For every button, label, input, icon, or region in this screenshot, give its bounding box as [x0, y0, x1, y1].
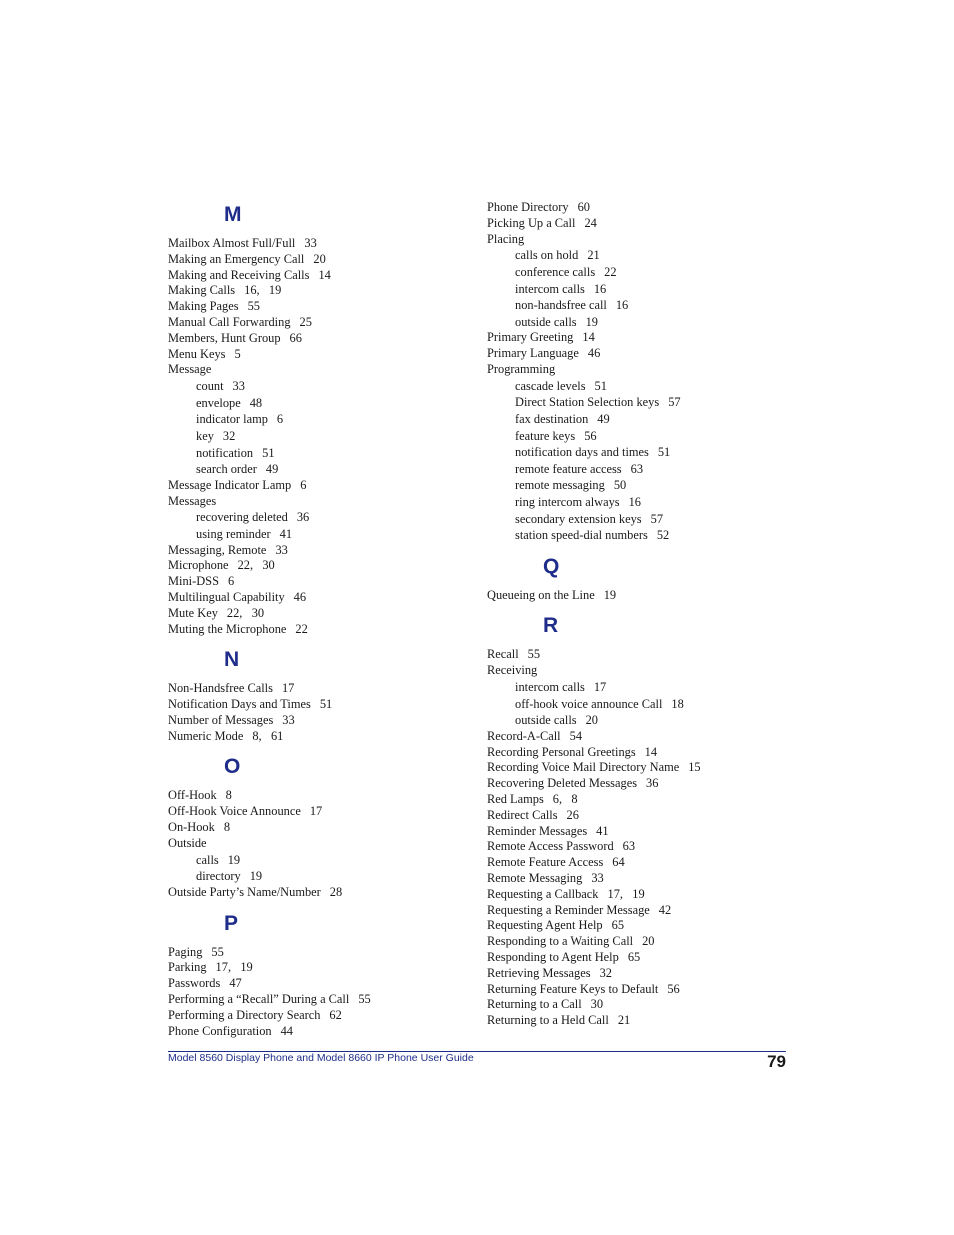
index-entry [487, 950, 787, 966]
index-entry [168, 494, 468, 510]
entry-pages: 17, 19 [607, 886, 645, 901]
entry-term: directory [196, 869, 241, 884]
entry-term: Responding to Agent Help [487, 950, 619, 965]
entry-term: key [196, 428, 214, 443]
index-subentry [487, 247, 787, 264]
entry-pages: 8 [225, 788, 232, 803]
entry-pages: 56 [584, 428, 597, 443]
index-subentry [487, 444, 787, 461]
entry-term: Mute Key [168, 605, 218, 620]
entry-pages: 55 [211, 944, 224, 959]
entry-term: Message [168, 362, 212, 377]
entry-term: Manual Call Forwarding [168, 314, 291, 329]
entry-term: Making Pages [168, 299, 239, 314]
index-subentry [487, 394, 787, 411]
index-entry [487, 808, 787, 824]
entry-term: intercom calls [515, 680, 585, 695]
entry-pages: 33 [591, 871, 604, 886]
entry-term: Phone Directory [487, 200, 569, 214]
entry-pages: 14 [582, 330, 595, 345]
entry-pages: 65 [627, 950, 641, 965]
index-entry [487, 216, 787, 232]
entry-term: Making Calls [168, 283, 236, 298]
index-subentry [487, 712, 787, 729]
entry-pages: 51 [657, 445, 671, 460]
entry-pages: 18 [671, 696, 684, 711]
section-letter-p: P [224, 911, 239, 935]
entry-term: Retrieving Messages [487, 965, 591, 980]
index-subentry [487, 527, 787, 544]
entry-term: Queueing on the Line [487, 587, 595, 602]
entry-pages: 22 [604, 264, 617, 279]
entry-pages: 6 [227, 574, 235, 589]
entry-term: Primary Language [487, 346, 579, 361]
entry-pages: 33 [282, 712, 295, 727]
index-entry [168, 788, 468, 804]
entry-pages: 26 [566, 807, 579, 822]
index-subentry [168, 868, 468, 885]
index-subentry [168, 445, 468, 462]
index-entry [168, 347, 468, 363]
index-entry [487, 887, 787, 903]
entry-pages: 63 [622, 839, 636, 854]
entry-term: Phone Configuration [168, 1023, 272, 1038]
index-entry [168, 236, 468, 252]
index-entry [168, 697, 468, 713]
entry-pages: 28 [329, 884, 343, 899]
entry-pages: 25 [299, 314, 312, 329]
index-entry [168, 268, 468, 284]
entry-term: indicator lamp [196, 412, 268, 427]
entry-term: Responding to a Waiting Call [487, 934, 634, 949]
entry-term: Non-Handsfree Calls [168, 681, 273, 696]
entry-pages: 57 [668, 395, 681, 410]
entry-pages: 6 [276, 412, 284, 427]
entry-pages: 21 [587, 248, 600, 263]
entry-term: Returning to a Held Call [487, 1013, 609, 1028]
entry-term: fax destination [515, 411, 589, 426]
entry-pages: 20 [642, 934, 655, 949]
index-entry [168, 820, 468, 836]
entry-term: Remote Feature Access [487, 855, 604, 870]
entry-term: Recording Personal Greetings [487, 744, 636, 759]
entry-term: Requesting a Reminder Message [487, 902, 650, 917]
entry-pages: 50 [613, 478, 627, 493]
entry-term: Requesting a Callback [487, 886, 599, 901]
entry-term: Passwords [168, 976, 221, 991]
entry-term: Picking Up a Call [487, 215, 576, 230]
index-entry [168, 331, 468, 347]
index-subentry [487, 428, 787, 445]
index-entry [487, 330, 787, 346]
section-letter-r: R [543, 614, 559, 638]
entry-term: Messages [168, 493, 217, 508]
index-subentry [487, 461, 787, 478]
entry-term: search order [196, 462, 257, 477]
entry-term: station speed-dial numbers [515, 528, 648, 543]
entry-pages: 51 [594, 378, 607, 393]
index-entry [168, 590, 468, 606]
entry-term: Off-Hook Voice Announce [168, 804, 301, 819]
entry-pages: 32 [599, 965, 612, 980]
entry-term: Number of Messages [168, 712, 274, 727]
entry-term: Outside [168, 835, 207, 850]
entry-term: Paging [168, 944, 203, 959]
index-entry [168, 945, 468, 961]
entry-pages: 22, 30 [226, 605, 265, 620]
entry-pages: 20 [313, 251, 326, 266]
entry-pages: 16, 19 [244, 283, 282, 298]
entry-pages: 16 [628, 494, 641, 509]
entry-pages: 15 [688, 760, 701, 775]
index-entry [168, 976, 468, 992]
index-entry [487, 776, 787, 792]
entry-term: Red Lamps [487, 792, 544, 807]
entry-pages: 49 [597, 411, 610, 426]
entry-term: intercom calls [515, 281, 585, 296]
entry-pages: 16 [593, 281, 607, 296]
entry-pages: 17 [281, 681, 295, 696]
entry-term: remote messaging [515, 478, 605, 493]
index-subentry [487, 264, 787, 281]
entry-term: recovering deleted [196, 510, 288, 525]
index-subentry [487, 679, 787, 696]
entry-term: feature keys [515, 428, 576, 443]
index-column-left [168, 200, 468, 1039]
section-letter-o: O [224, 755, 241, 779]
entry-term: Redirect Calls [487, 807, 558, 822]
entry-pages: 41 [596, 823, 609, 838]
index-entry [168, 1024, 468, 1040]
index-entry [168, 574, 468, 590]
entry-term: Message Indicator Lamp [168, 477, 292, 492]
index-subentry [168, 395, 468, 412]
entry-term: Remote Messaging [487, 871, 583, 886]
entry-term: count [196, 379, 224, 394]
page-number: 79 [767, 1052, 786, 1071]
entry-pages: 33 [232, 379, 245, 394]
entry-term: outside calls [515, 713, 577, 728]
index-subentry [168, 526, 468, 543]
index-entry [168, 558, 468, 574]
entry-term: Off-Hook [168, 788, 217, 803]
entry-pages: 16 [615, 298, 629, 313]
index-subentry [487, 696, 787, 713]
index-entry [487, 966, 787, 982]
entry-term: off-hook voice announce Call [515, 696, 663, 711]
entry-pages: 32 [222, 428, 236, 443]
index-entry [168, 283, 468, 299]
index-subentry [487, 494, 787, 511]
entry-pages: 66 [289, 330, 302, 345]
entry-pages: 55 [527, 647, 541, 662]
entry-pages: 19 [603, 587, 617, 602]
index-entry [487, 934, 787, 950]
entry-pages: 24 [584, 215, 597, 230]
index-entry [168, 543, 468, 559]
index-subentry [487, 511, 787, 528]
entry-term: Numeric Mode [168, 728, 244, 743]
entry-pages: 19 [249, 869, 263, 884]
index-entry [168, 836, 468, 852]
entry-term: using reminder [196, 526, 271, 541]
index-entry [487, 918, 787, 934]
entry-pages: 48 [249, 395, 263, 410]
index-entry [168, 885, 468, 901]
index-entry [168, 478, 468, 494]
entry-pages: 46 [587, 346, 601, 361]
index-subentry [168, 411, 468, 428]
index-entry [487, 792, 787, 808]
entry-pages: 41 [279, 526, 293, 541]
index-entry [487, 824, 787, 840]
entry-pages: 56 [667, 981, 680, 996]
index-entry [168, 252, 468, 268]
entry-term: Receiving [487, 663, 538, 678]
index-entry [487, 346, 787, 362]
entry-term: Making and Receiving Calls [168, 267, 310, 282]
entry-term: conference calls [515, 264, 596, 279]
index-entry [487, 588, 787, 604]
entry-pages: 19 [585, 314, 598, 329]
entry-term: On-Hook [168, 820, 215, 835]
entry-pages: 51 [319, 697, 333, 712]
entry-pages: 14 [318, 267, 331, 282]
index-entry [168, 992, 468, 1008]
index-subentry [487, 297, 787, 314]
entry-term: calls [196, 852, 219, 867]
entry-pages: 49 [265, 462, 279, 477]
index-subentry [168, 852, 468, 869]
entry-pages: 42 [658, 902, 672, 917]
index-entry [168, 960, 468, 976]
entry-pages: 5 [234, 346, 241, 361]
index-entry [487, 647, 787, 663]
index-entry [487, 232, 787, 248]
entry-term: Reminder Messages [487, 823, 588, 838]
index-entry [168, 362, 468, 378]
index-column-right [487, 200, 787, 1029]
index-subentry [168, 428, 468, 445]
entry-term: Recovering Deleted Messages [487, 776, 638, 791]
entry-term: Muting the Microphone [168, 621, 287, 636]
entry-term: Mailbox Almost Full/Full [168, 236, 296, 250]
entry-pages: 36 [296, 510, 310, 525]
index-entry [168, 713, 468, 729]
entry-term: Microphone [168, 558, 229, 573]
index-subentry [487, 477, 787, 494]
entry-pages: 64 [612, 855, 625, 870]
entry-pages: 14 [644, 744, 658, 759]
entry-term: Mini-DSS [168, 574, 219, 589]
index-subentry [168, 509, 468, 526]
index-entry [168, 1008, 468, 1024]
index-entry [487, 745, 787, 761]
entry-pages: 19 [227, 852, 241, 867]
entry-pages: 17 [309, 804, 323, 819]
index-entry [487, 1013, 787, 1029]
entry-pages: 6 [300, 477, 307, 492]
entry-term: Primary Greeting [487, 330, 574, 345]
entry-term: calls on hold [515, 248, 579, 263]
index-entry [487, 200, 787, 216]
index-entry [487, 903, 787, 919]
entry-pages: 22, 30 [237, 558, 275, 573]
index-entry [487, 871, 787, 887]
index-entry [487, 855, 787, 871]
entry-pages: 17 [593, 680, 607, 695]
section-letter-m: M [224, 203, 242, 226]
entry-term: secondary extension keys [515, 511, 642, 526]
entry-pages: 55 [247, 299, 260, 314]
index-entry [168, 299, 468, 315]
entry-pages: 30 [590, 997, 604, 1012]
entry-pages: 21 [617, 1013, 631, 1028]
entry-pages: 62 [329, 1007, 342, 1022]
entry-pages: 44 [280, 1023, 293, 1038]
entry-pages: 33 [304, 236, 317, 250]
index-subentry [487, 378, 787, 395]
entry-term: Members, Hunt Group [168, 330, 281, 345]
entry-term: notification days and times [515, 445, 649, 460]
entry-pages: 17, 19 [215, 960, 253, 975]
entry-pages: 8, 61 [252, 728, 284, 743]
entry-term: envelope [196, 395, 241, 410]
entry-term: cascade levels [515, 378, 586, 393]
entry-term: Making an Emergency Call [168, 251, 305, 266]
entry-pages: 57 [650, 511, 664, 526]
entry-pages: 60 [577, 200, 590, 214]
entry-pages: 8 [223, 820, 231, 835]
entry-pages: 36 [646, 776, 659, 791]
entry-term: notification [196, 445, 254, 460]
entry-pages: 20 [585, 713, 598, 728]
index-entry [487, 982, 787, 998]
index-subentry [487, 281, 787, 298]
section-letter-q: Q [543, 554, 560, 578]
entry-term: Returning to a Call [487, 997, 582, 1012]
entry-term: Performing a Directory Search [168, 1007, 321, 1022]
entry-term: Direct Station Selection keys [515, 395, 660, 410]
index-subentry [487, 411, 787, 428]
entry-pages: 46 [293, 589, 307, 604]
entry-term: Outside Party’s Name/Number [168, 884, 321, 899]
index-entry [168, 315, 468, 331]
index-subentry [168, 461, 468, 478]
entry-term: Multilingual Capability [168, 589, 285, 604]
entry-pages: 33 [275, 542, 288, 557]
entry-pages: 51 [262, 445, 275, 460]
entry-pages: 47 [229, 976, 242, 991]
index-subentry [487, 314, 787, 331]
index-entry [168, 622, 468, 638]
entry-term: remote feature access [515, 461, 622, 476]
entry-pages: 65 [611, 918, 625, 933]
entry-term: Recording Voice Mail Directory Name [487, 760, 680, 775]
entry-term: Programming [487, 361, 556, 376]
entry-pages: 55 [358, 992, 371, 1007]
index-entry [168, 804, 468, 820]
index-entry [487, 729, 787, 745]
index-entry [487, 760, 787, 776]
index-entry [487, 839, 787, 855]
entry-term: Remote Access Password [487, 839, 614, 854]
entry-pages: 22 [295, 621, 308, 636]
entry-pages: 54 [569, 728, 583, 743]
entry-term: Recall [487, 647, 519, 662]
index-subentry [168, 378, 468, 395]
entry-term: Placing [487, 231, 525, 246]
entry-pages: 6, 8 [552, 792, 578, 807]
entry-pages: 52 [656, 528, 670, 543]
footer-title: Model 8560 Display Phone and Model 8660 IP Phone User Guide [168, 1052, 474, 1064]
entry-term: non-handsfree call [515, 298, 607, 313]
entry-term: outside calls [515, 314, 577, 329]
index-entry [168, 681, 468, 697]
index-entry [487, 663, 787, 679]
entry-term: Parking [168, 960, 207, 975]
index-entry [487, 362, 787, 378]
entry-term: Performing a “Recall” During a Call [168, 992, 350, 1007]
entry-term: Returning Feature Keys to Default [487, 981, 659, 996]
entry-term: ring intercom always [515, 494, 620, 509]
index-entry [168, 729, 468, 745]
index-entry [487, 997, 787, 1013]
entry-term: Record-A-Call [487, 728, 561, 743]
section-letter-n: N [224, 648, 240, 672]
index-entry [168, 606, 468, 622]
entry-term: Menu Keys [168, 346, 226, 361]
entry-term: Requesting Agent Help [487, 918, 603, 933]
entry-pages: 63 [630, 461, 644, 476]
entry-term: Notification Days and Times [168, 697, 311, 712]
entry-term: Messaging, Remote [168, 542, 267, 557]
